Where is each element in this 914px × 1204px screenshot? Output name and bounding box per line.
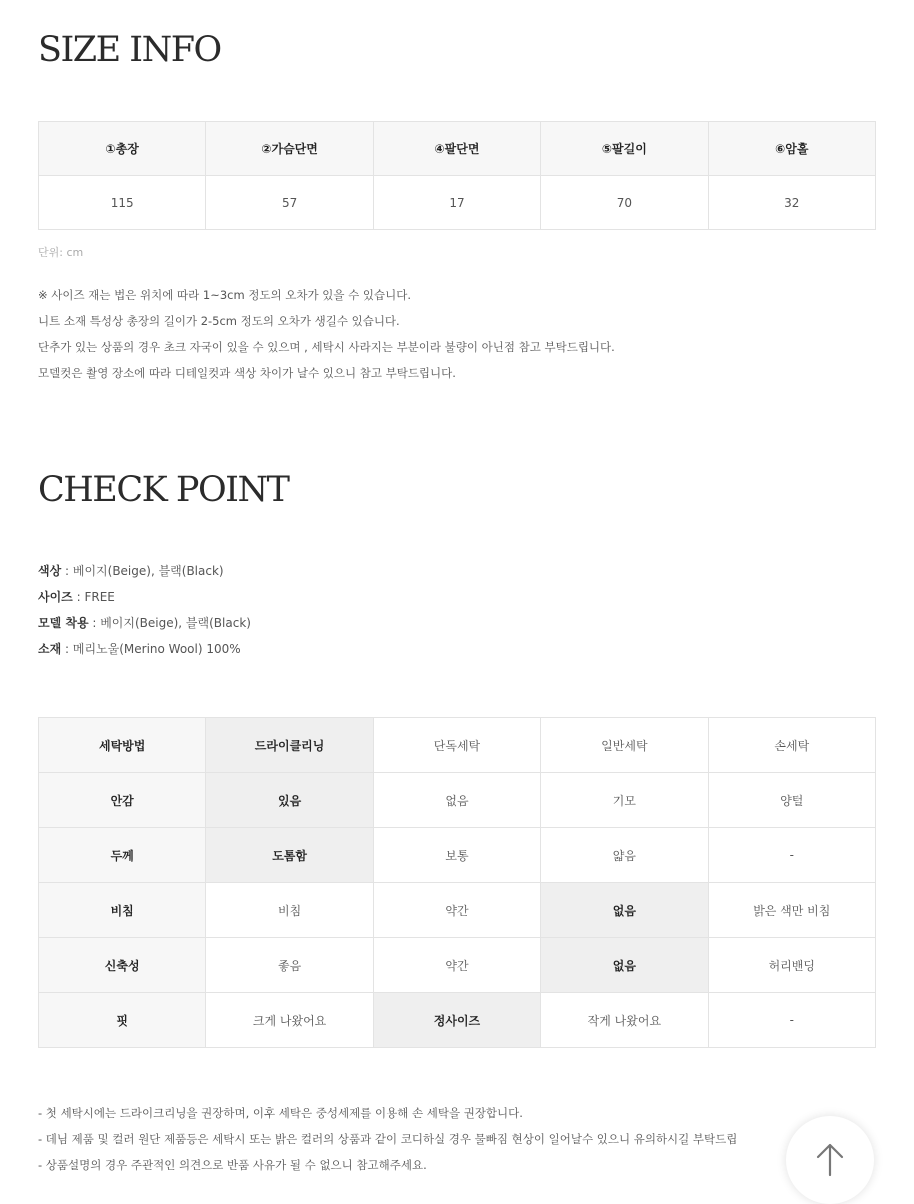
check-option: 보통 [373,828,540,883]
size-note: 모델컷은 촬영 장소에 따라 디테일컷과 색상 차이가 날수 있으니 참고 부탁드립니다. [38,366,456,380]
check-option: 크게 나왔어요 [206,993,373,1048]
spec-color [38,558,251,584]
size-note: 단추가 있는 상품의 경우 초크 자국이 있을 수 있으며 , 세탁시 사라지는 부분이라 불량이 아닌점 참고 부탁드립니다. [38,340,615,354]
check-row-sheerness [39,883,876,938]
scroll-to-top-button[interactable] [786,1116,874,1204]
check-option: 드라이클리닝 [206,718,373,773]
check-option: 약간 [373,883,540,938]
spec-material [38,636,251,662]
check-row-lining [39,773,876,828]
check-row-label: 신축성 [39,938,206,993]
size-value-cell: 32 [708,176,875,230]
check-option: 도톰함 [206,828,373,883]
check-option: 있음 [206,773,373,828]
care-note: - 첫 세탁시에는 드라이크리닝을 권장하며, 이후 세탁은 중성세제를 이용해 손 세탁을 권장합니다. [38,1106,523,1120]
size-header-cell: ⑤팔길이 [541,122,708,176]
size-value-cell: 17 [373,176,540,230]
size-header-cell: ⑥암홀 [708,122,875,176]
care-notes [38,1100,798,1178]
check-option: 얇음 [541,828,708,883]
spec-key: 색상 [38,564,62,578]
check-option: 정사이즈 [373,993,540,1048]
check-option: 허리밴딩 [708,938,875,993]
size-table-value-row [39,176,876,230]
size-value-cell: 57 [206,176,373,230]
check-option: 손세탁 [708,718,875,773]
spec-key: 사이즈 [38,590,73,604]
size-value-cell: 115 [39,176,206,230]
check-option: 없음 [541,938,708,993]
unit-note: 단위: cm [38,246,84,259]
size-table-header-row [39,122,876,176]
check-option: 일반세탁 [541,718,708,773]
check-row-label: 핏 [39,993,206,1048]
check-option: 약간 [373,938,540,993]
arrow-up-icon [814,1142,846,1178]
check-option: 작게 나왔어요 [541,993,708,1048]
check-option: 없음 [373,773,540,828]
check-point-table [38,717,876,1048]
size-table [38,121,876,230]
check-option: 비침 [206,883,373,938]
check-row-label: 두께 [39,828,206,883]
check-option: 없음 [541,883,708,938]
check-row-fit [39,993,876,1048]
size-info-title: SIZE INFO [38,30,221,70]
check-option: 기모 [541,773,708,828]
check-option: 밝은 색만 비침 [708,883,875,938]
check-option: - [708,993,875,1048]
size-note: ※ 사이즈 재는 법은 위치에 따라 1~3cm 정도의 오차가 있을 수 있습니다. [38,288,412,302]
care-note: - 상품설명의 경우 주관적인 의견으로 반품 사유가 될 수 없으니 참고해주세요. [38,1158,427,1172]
spec-value: : 베이지(Beige), 블랙(Black) [61,564,224,578]
size-notes [38,282,615,386]
check-option: - [708,828,875,883]
check-option: 단독세탁 [373,718,540,773]
spec-model-wearing [38,610,251,636]
size-value-cell: 70 [541,176,708,230]
check-row-thickness [39,828,876,883]
spec-size [38,584,251,610]
spec-value: : 베이지(Beige), 블랙(Black) [88,616,251,630]
size-note: 니트 소재 특성상 총장의 길이가 2-5cm 정도의 오차가 생길수 있습니다. [38,314,400,328]
check-option: 좋음 [206,938,373,993]
check-row-label: 비침 [39,883,206,938]
check-row-wash [39,718,876,773]
product-specs [38,558,251,662]
check-row-label: 세탁방법 [39,718,206,773]
care-note: - 데님 제품 및 컬러 원단 제품등은 세탁시 또는 밝은 컬러의 상품과 같이 코디하실 경우 물빠짐 현상이 일어날수 있으니 유의하시길 부탁드립 [38,1132,738,1146]
check-option: 양털 [708,773,875,828]
size-header-cell: ②가슴단면 [206,122,373,176]
spec-value: : FREE [72,590,115,604]
spec-key: 모델 착용 [38,616,89,630]
check-row-label: 안감 [39,773,206,828]
check-row-stretch [39,938,876,993]
spec-key: 소재 [38,642,62,656]
size-header-cell: ①총장 [39,122,206,176]
spec-value: : 메리노울(Merino Wool) 100% [61,642,241,656]
size-header-cell: ④팔단면 [373,122,540,176]
check-point-title: CHECK POINT [38,470,289,510]
